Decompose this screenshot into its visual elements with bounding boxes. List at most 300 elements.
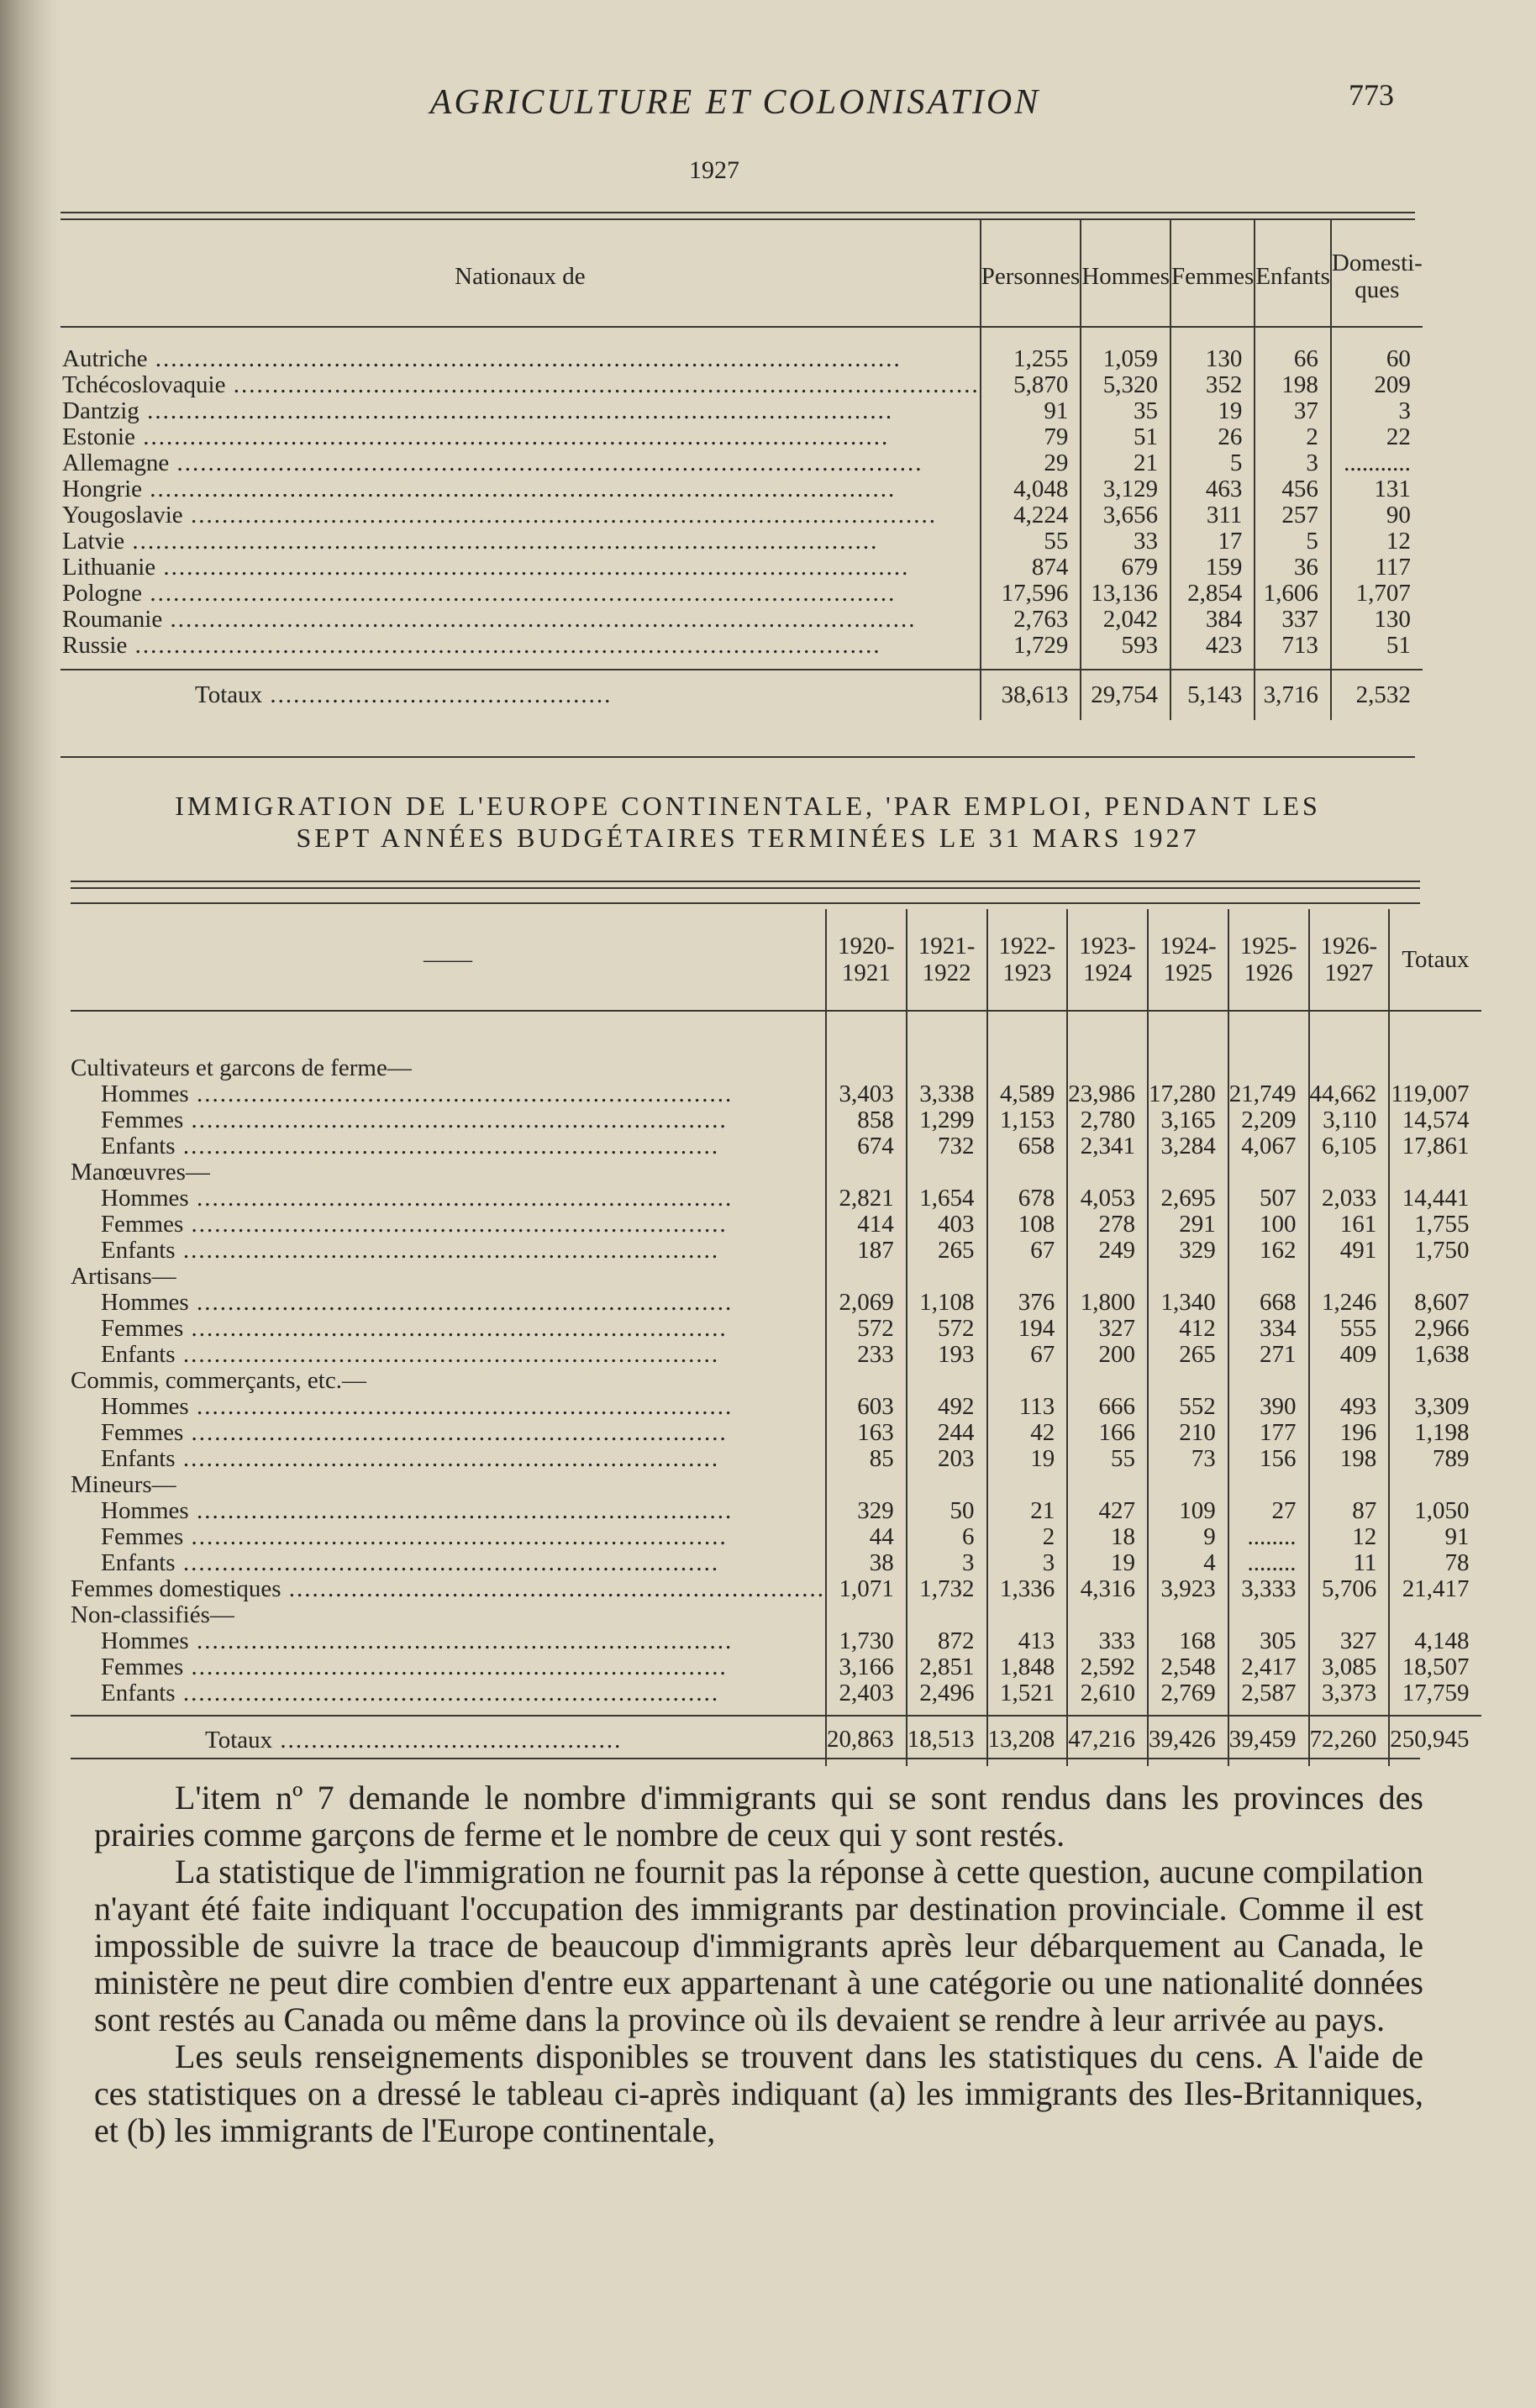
cell-value: 3 [1306,450,1318,476]
row-label: Femmes domestiques ..... [71,1576,825,1602]
total-value: 39,426 [1148,1716,1228,1766]
cell-value: 18,507 [1402,1654,1470,1680]
cell-value: 874 [1031,554,1069,581]
cell-value: 244 [938,1419,975,1446]
total-value: 72,260 [1309,1716,1390,1766]
group-spacer [827,1264,906,1290]
cell-value: 3,923 [1160,1575,1216,1602]
cell-value: 1,340 [1160,1289,1216,1316]
section-title [92,790,1403,854]
section-title-line2: SEPT ANNÉES BUDGÉTAIRES TERMINÉES LE 31 MARS 1927 [296,823,1200,853]
cell-value: 3,403 [839,1080,894,1107]
cell-value: 159 [1205,554,1243,581]
cell-value: 668 [1260,1289,1297,1316]
row-label: Femmes ..... [71,1654,825,1680]
cell-value: 2,496 [919,1680,975,1706]
group-spacer [1310,1264,1389,1290]
cell-value: 413 [1018,1627,1055,1654]
cell-value: 2,592 [1080,1654,1136,1680]
group-spacer [1390,1264,1481,1290]
cell-value: 51 [1386,632,1411,659]
binding-gutter [0,0,59,2408]
cell-value: 1,638 [1414,1341,1470,1368]
cell-value: 119,007 [1391,1080,1470,1107]
cell-value: 427 [1098,1497,1136,1524]
row-label: Hommes ..... [71,1394,825,1420]
cell-value: 265 [1179,1341,1216,1368]
occupation-table [71,909,1481,1766]
column-header: Personnes [981,220,1081,327]
cell-value: 13,136 [1091,580,1159,607]
column-header: Totaux [1389,909,1481,1011]
total-value: 38,613 [981,670,1081,720]
cell-value: 456 [1281,476,1318,502]
cell-value: 168 [1179,1627,1216,1654]
group-spacer [988,1368,1067,1394]
cell-value: 161 [1339,1211,1377,1238]
column-header: 1920- 1921 [826,909,907,1011]
cell-value: 12 [1386,528,1411,555]
cell-value: 789 [1433,1445,1470,1472]
row-label: Lithuanie ..... [60,555,980,581]
total-value: 3,716 [1255,670,1331,720]
cell-value: 2,966 [1414,1315,1470,1342]
cell-value: 2,769 [1160,1680,1216,1706]
group-spacer [1310,1055,1389,1081]
cell-value: 1,729 [1013,632,1069,659]
cell-value: 1,336 [1000,1575,1055,1602]
cell-value: 4,316 [1080,1575,1136,1602]
group-spacer [1149,1264,1228,1290]
cell-value: 44 [869,1523,894,1550]
cell-value: 337 [1281,606,1318,633]
cell-value: 8,607 [1414,1289,1470,1316]
cell-value: 1,050 [1414,1497,1470,1524]
cell-value: 376 [1018,1289,1055,1316]
cell-value: 21 [1134,450,1159,476]
group-spacer [1068,1602,1147,1628]
cell-value: 117 [1375,554,1411,581]
row-label: Latvie ..... [60,528,980,555]
group-spacer [1068,1264,1147,1290]
cell-value: 1,730 [839,1627,894,1654]
cell-value: 329 [857,1497,894,1524]
cell-value: 666 [1098,1393,1136,1420]
data-column [1067,1011,1148,1716]
cell-value: 17,861 [1402,1133,1470,1159]
cell-value: 194 [1018,1315,1055,1342]
total-label: Totaux ..... [60,670,981,720]
group-spacer [1229,1264,1308,1290]
row-label: Enfants ..... [71,1550,825,1576]
cell-value: 55 [1111,1445,1136,1472]
cell-value: 23,986 [1068,1080,1136,1107]
cell-value: 3,333 [1241,1575,1297,1602]
total-value: 47,216 [1067,1716,1148,1766]
data-column [987,1011,1068,1716]
column-header: 1924- 1925 [1148,909,1228,1011]
cell-value: 17,596 [1001,580,1069,607]
group-spacer [907,1159,986,1186]
cell-value: 108 [1018,1211,1055,1238]
cell-value: 4,148 [1414,1627,1470,1654]
cell-value: 203 [938,1445,975,1472]
cell-value: 265 [938,1237,975,1264]
row-labels [71,1011,826,1716]
group-label: Commis, commerçants, etc.— [71,1367,366,1394]
cell-value: 552 [1179,1393,1216,1420]
table2-top-rule-3 [71,902,1420,904]
row-label: Femmes ..... [71,1316,825,1342]
cell-value: 390 [1260,1393,1297,1420]
paragraph: La statistique de l'immigration ne fournit pas la réponse à cette question, aucune compilation n'ayant été faite indiquant l'occupation des immigrants par destination provinciale. Comme il est impossible de suivre la trace de beaucoup d'immigrants après leur débarquement au Canada, le ministère ne peut dire combien d'entre eux appartenant à une catégorie ou une nationalité données sont restés au Canada ou même dans la province où ils devaient se rendre à leur arrivée au pays. [94,1853,1423,2038]
cell-value: 67 [1030,1341,1055,1368]
row-label: Enfants ..... [71,1342,825,1368]
cell-value: 73 [1191,1445,1216,1472]
cell-value: 278 [1098,1211,1136,1238]
group-spacer [907,1264,986,1290]
group-label: Cultivateurs et garcons de ferme— [71,1054,412,1081]
cell-value: 78 [1444,1549,1470,1576]
cell-value: 2,042 [1102,606,1159,633]
cell-value: 1,198 [1414,1419,1470,1446]
cell-value: 2,851 [919,1654,975,1680]
cell-value: 91 [1044,397,1069,424]
group-spacer [1068,1472,1147,1498]
cell-value: 352 [1205,371,1243,398]
group-spacer [1390,1055,1481,1081]
cell-value: 1,750 [1414,1237,1470,1264]
cell-value: 60 [1386,345,1411,372]
cell-value: 1,800 [1080,1289,1136,1316]
cell-value: 113 [1018,1393,1055,1420]
row-label: Enfants ..... [71,1680,825,1706]
cell-value: 42 [1030,1419,1055,1446]
cell-value: 3,284 [1160,1133,1216,1159]
group-spacer [827,1472,906,1498]
group-spacer [1229,1055,1308,1081]
data-column [1331,327,1423,670]
cell-value: 177 [1260,1419,1297,1446]
cell-value: 257 [1281,502,1318,528]
table1-bottom-rule [60,756,1415,758]
cell-value: 2,763 [1013,606,1069,633]
group-spacer [1229,1602,1308,1628]
cell-value: 2,403 [839,1680,894,1706]
group-spacer [907,1602,986,1628]
group-label: Non-classifiés— [71,1601,234,1628]
cell-value: 55 [1044,528,1069,555]
row-label: Hongrie ..... [60,476,980,502]
cell-value: 1,521 [1000,1680,1055,1706]
cell-value: 1,654 [919,1185,975,1212]
row-label: Pologne ..... [60,581,980,607]
group-spacer [907,1472,986,1498]
cell-value: 333 [1098,1627,1136,1654]
group-label: Mineurs— [71,1471,176,1498]
cell-value: 1,755 [1414,1211,1470,1238]
cell-value: 414 [857,1211,894,1238]
cell-value: 679 [1121,554,1159,581]
cell-value: 3,656 [1102,502,1159,528]
data-column [826,1011,907,1716]
cell-value: 19 [1030,1445,1055,1472]
cell-value: 5,320 [1102,371,1159,398]
cell-value: 713 [1281,632,1318,659]
column-header: Nationaux de [60,220,981,327]
group-spacer [1310,1472,1389,1498]
cell-value: 327 [1339,1627,1377,1654]
cell-value: 209 [1374,371,1411,398]
row-label: Roumanie ..... [60,607,980,633]
cell-value: 198 [1339,1445,1377,1472]
cell-value: 130 [1205,345,1243,372]
cell-value: 14,574 [1402,1107,1470,1133]
cell-value: 21,417 [1402,1575,1470,1602]
total-value: 250,945 [1389,1716,1481,1766]
group-spacer [1390,1368,1481,1394]
row-label: Femmes ..... [71,1420,825,1446]
cell-value: 1,732 [919,1575,975,1602]
cell-value: 2,854 [1187,580,1243,607]
cell-value: 156 [1260,1445,1297,1472]
cell-value: 412 [1179,1315,1216,1342]
cell-value: 79 [1044,423,1069,450]
group-spacer [988,1472,1067,1498]
group-spacer [1149,1602,1228,1628]
data-column [1255,327,1331,670]
cell-value: 210 [1179,1419,1216,1446]
data-column [1170,327,1255,670]
cell-value: 3 [962,1549,975,1576]
total-label: Totaux ..... [71,1716,826,1766]
cell-value: 37 [1293,397,1318,424]
row-label: Hommes ..... [71,1290,825,1316]
cell-value: 187 [857,1237,894,1264]
cell-value: 674 [857,1133,894,1159]
group-spacer [1149,1159,1228,1186]
cell-value: 67 [1030,1237,1055,1264]
cell-value: 409 [1339,1341,1377,1368]
cell-value: 732 [938,1133,975,1159]
data-column [907,1011,987,1716]
row-label: Tchécoslovaquie ..... [60,372,980,398]
total-value: 13,208 [987,1716,1068,1766]
group-spacer [1310,1159,1389,1186]
cell-value: 35 [1134,397,1159,424]
cell-value: 130 [1374,606,1411,633]
cell-value: 327 [1098,1315,1136,1342]
column-header: Hommes [1081,220,1170,327]
group-spacer [1390,1472,1481,1498]
cell-value: 555 [1339,1315,1377,1342]
group-spacer [827,1602,906,1628]
group-spacer [827,1055,906,1081]
total-value: 2,532 [1331,670,1423,720]
cell-value: 100 [1260,1211,1297,1238]
group-spacer [1068,1055,1147,1081]
group-spacer [1068,1159,1147,1186]
row-label: Hommes ..... [71,1628,825,1654]
column-header: Femmes [1170,220,1255,327]
cell-value: 3 [1398,397,1411,424]
cell-value: 3,085 [1322,1654,1377,1680]
group-spacer [907,1055,986,1081]
cell-value: 403 [938,1211,975,1238]
cell-value: 492 [938,1393,975,1420]
cell-value: 90 [1386,502,1411,528]
group-spacer [1149,1055,1228,1081]
paragraph: L'item nº 7 demande le nombre d'immigrants qui se sont rendus dans les provinces des prairies comme garçons de ferme et le nombre de ceux qui y sont restés. [94,1779,1423,1853]
group-spacer [988,1602,1067,1628]
paragraph: Les seuls renseignements disponibles se trouvent dans les statistiques du cens. A l'aide de ces statistiques on a dressé le tableau ci-après indiquant (a) les immigrants des Iles-Britanniques, et (b) les immigrants de l'Europe continentale, [94,2037,1423,2149]
cell-value: 1,108 [919,1289,975,1316]
column-header: Domesti- ques [1331,220,1423,327]
cell-value: 3,165 [1160,1107,1216,1133]
cell-value: 3,166 [839,1654,894,1680]
row-label: Femmes ..... [71,1107,825,1133]
table2-top-rule-2 [71,887,1420,889]
body-text [94,1780,1423,2149]
group-spacer [1390,1159,1481,1186]
data-column [1148,1011,1228,1716]
row-label: Femmes ..... [71,1212,825,1238]
cell-value: 1,071 [839,1575,894,1602]
cell-value: 14,441 [1402,1185,1470,1212]
data-column [1389,1011,1481,1716]
cell-value: 131 [1374,476,1411,502]
cell-value: 572 [857,1315,894,1342]
row-label: Dantzig ..... [60,398,980,424]
cell-value: 33 [1134,528,1159,555]
row-label: Enfants ..... [71,1133,825,1159]
row-label: Hommes ..... [71,1498,825,1524]
column-header: 1921- 1922 [907,909,987,1011]
group-spacer [1229,1159,1308,1186]
cell-value: 291 [1179,1211,1216,1238]
column-header: 1923- 1924 [1067,909,1148,1011]
cell-value: 2,610 [1080,1680,1136,1706]
cell-value: 603 [857,1393,894,1420]
cell-value: 200 [1098,1341,1136,1368]
cell-value: 2,209 [1241,1107,1297,1133]
cell-value: 1,606 [1263,580,1318,607]
column-header: 1926- 1927 [1309,909,1390,1011]
data-column [1228,1011,1309,1716]
cell-value: 163 [857,1419,894,1446]
column-header: —— [71,909,826,1011]
group-spacer [827,1159,906,1186]
row-label: Hommes ..... [71,1186,825,1212]
group-spacer [988,1055,1067,1081]
cell-value: 26 [1218,423,1243,450]
cell-value: 3,129 [1102,476,1159,502]
cell-value: 162 [1260,1237,1297,1264]
cell-value: 271 [1260,1341,1297,1368]
cell-value: 658 [1018,1133,1055,1159]
cell-value: 51 [1134,423,1159,450]
cell-value: 249 [1098,1237,1136,1264]
cell-value: 4,048 [1013,476,1069,502]
cell-value: 491 [1339,1237,1377,1264]
column-header: 1925- 1926 [1228,909,1309,1011]
table1-year: 1927 [689,156,739,184]
cell-value: 2,695 [1160,1185,1216,1212]
cell-value: 27 [1271,1497,1297,1524]
cell-value: 1,848 [1000,1654,1055,1680]
row-label: Allemagne ..... [60,450,980,476]
cell-value: 572 [938,1315,975,1342]
cell-value: 5 [1306,528,1318,555]
row-label: Yougoslavie ..... [60,502,980,528]
cell-value: 423 [1205,632,1243,659]
cell-value: 858 [857,1107,894,1133]
cell-value: 3,309 [1414,1393,1470,1420]
cell-value: 17,280 [1149,1080,1216,1107]
cell-value: 463 [1205,476,1243,502]
cell-value: 2 [1042,1523,1055,1550]
cell-value: 17 [1218,528,1243,555]
column-header: 1922- 1923 [987,909,1068,1011]
group-spacer [1149,1472,1228,1498]
cell-value: 4,067 [1241,1133,1297,1159]
total-value: 5,143 [1170,670,1255,720]
cell-value: 166 [1098,1419,1136,1446]
cell-value: 493 [1339,1393,1377,1420]
cell-value: 50 [949,1497,975,1524]
cell-value: 507 [1260,1185,1297,1212]
running-head: AGRICULTURE ET COLONISATION [429,83,1041,122]
page-number: 773 [1349,78,1394,112]
cell-value: 5 [1229,450,1243,476]
nationality-table [60,220,1423,720]
cell-value: 5,870 [1013,371,1069,398]
cell-value: 3 [1042,1549,1055,1576]
cell-value: 9 [1203,1523,1216,1550]
total-value: 29,754 [1081,670,1170,720]
cell-value: 38 [869,1549,894,1576]
row-label: Hommes ..... [71,1081,825,1107]
group-spacer [988,1159,1067,1186]
cell-value: 678 [1018,1185,1055,1212]
cell-value: 305 [1260,1627,1297,1654]
cell-value: 2 [1306,423,1318,450]
total-value: 20,863 [826,1716,907,1766]
group-spacer [1068,1368,1147,1394]
cell-value: 1,059 [1102,345,1159,372]
group-spacer [827,1368,906,1394]
row-label: Enfants ..... [71,1446,825,1472]
table1-top-rule [60,212,1415,213]
cell-value: 17,759 [1402,1680,1470,1706]
cell-value: 1,246 [1322,1289,1377,1316]
cell-value: 85 [869,1445,894,1472]
cell-value: 6,105 [1322,1133,1377,1159]
cell-value: ........... [1344,450,1411,476]
cell-value: 22 [1386,423,1411,450]
cell-value: 1,707 [1355,580,1411,607]
section-title-line1: IMMIGRATION DE L'EUROPE CONTINENTALE, 'PAR EMPLOI, PENDANT LES [175,791,1321,821]
data-column [1081,327,1170,670]
cell-value: 334 [1260,1315,1297,1342]
cell-value: ........ [1247,1549,1297,1576]
cell-value: 198 [1281,371,1318,398]
cell-value: 2,069 [839,1289,894,1316]
group-spacer [1229,1368,1308,1394]
cell-value: 4,589 [1000,1080,1055,1107]
cell-value: 2,587 [1241,1680,1297,1706]
cell-value: 1,255 [1013,345,1069,372]
